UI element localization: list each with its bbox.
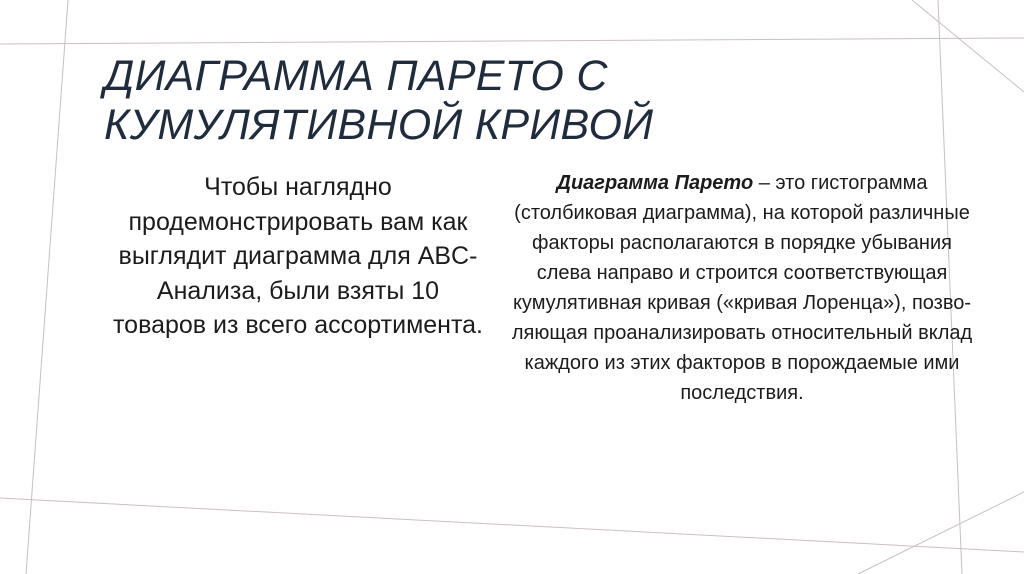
- left-paragraph: Чтобы наглядно продемонстрировать вам как выглядит диаграмма для ABC-Анализа, были взяты 10 товаров из всего ассортимента.: [113, 173, 483, 339]
- slide-title: [104, 52, 864, 150]
- decor-line-bottom-right: [858, 492, 1024, 574]
- slide-title-line-1: ДИАГРАММА ПАРЕТО С: [104, 52, 608, 100]
- decor-line-bottom: [0, 498, 1024, 552]
- decor-line-top-right: [912, 0, 1024, 92]
- pareto-definition: – это гистограмма (столбиковая диаграмма), на которой различные факторы располагаются в порядке убывания слева направо и строится соответствующая кумулятивная кривая («кривая Лоренца»), позво-ляющая проанализировать относительный вклад каждого из этих факторов в порождаемые ими последствия.: [511, 172, 973, 404]
- decor-line-top: [0, 38, 1024, 44]
- right-paragraph: [504, 168, 980, 408]
- pareto-term: Диаграмма Парето: [556, 172, 754, 194]
- decor-line-left: [26, 0, 68, 574]
- slide-title-line-2: КУМУЛЯТИВНОЙ КРИВОЙ: [104, 101, 654, 149]
